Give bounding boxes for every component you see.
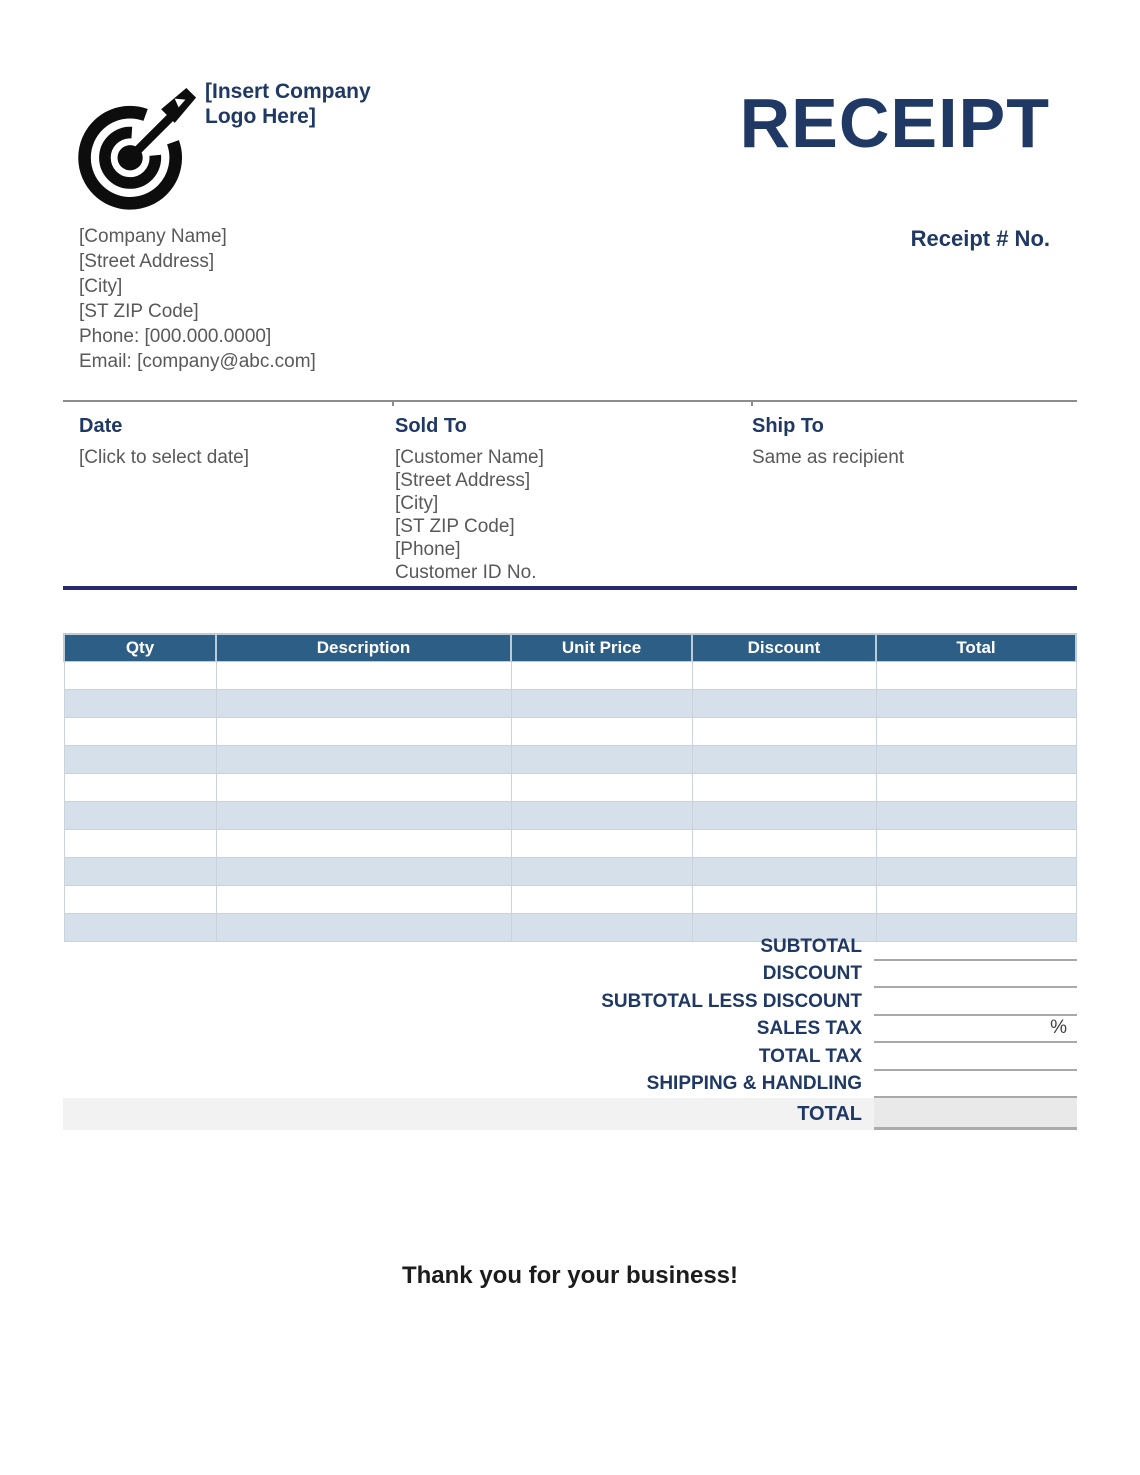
discount-cell[interactable] — [692, 662, 876, 690]
column-header-discount: Discount — [692, 634, 876, 662]
qty-cell[interactable] — [64, 858, 216, 886]
total-cell[interactable] — [876, 774, 1076, 802]
company-email-field[interactable]: Email: [company@abc.com] — [79, 351, 316, 372]
unit-price-cell[interactable] — [511, 802, 692, 830]
description-cell[interactable] — [216, 830, 511, 858]
shipping-handling-value-field[interactable] — [874, 1071, 1077, 1099]
unit-price-cell[interactable] — [511, 718, 692, 746]
ship-to-field[interactable]: Same as recipient — [752, 447, 905, 468]
total-tax-value-field[interactable] — [874, 1043, 1077, 1071]
sales-tax-label: SALES TAX — [756, 1018, 862, 1040]
discount-value-field[interactable] — [874, 961, 1077, 989]
summary-row-sales-tax — [63, 1016, 1077, 1044]
total-label: TOTAL — [797, 1102, 862, 1125]
qty-cell[interactable] — [64, 746, 216, 774]
unit-price-cell[interactable] — [511, 774, 692, 802]
items-header-row — [64, 634, 1076, 662]
shipping-handling-label: SHIPPING & HANDLING — [646, 1073, 862, 1095]
qty-cell[interactable] — [64, 774, 216, 802]
total-cell[interactable] — [876, 718, 1076, 746]
summary-row-discount — [63, 961, 1077, 989]
discount-cell[interactable] — [692, 886, 876, 914]
unit-price-cell[interactable] — [511, 858, 692, 886]
table-row — [64, 858, 1076, 886]
description-cell[interactable] — [216, 662, 511, 690]
company-zip-field[interactable]: [ST ZIP Code] — [79, 301, 199, 322]
column-header-total: Total — [876, 634, 1076, 662]
subtotal-value-field[interactable] — [874, 933, 1077, 961]
qty-cell[interactable] — [64, 662, 216, 690]
thank-you-message: Thank you for your business! — [401, 1262, 739, 1289]
table-row — [64, 662, 1076, 690]
company-street-field[interactable]: [Street Address] — [79, 251, 215, 272]
subtotal-less-discount-label: SUBTOTAL LESS DISCOUNT — [601, 990, 862, 1012]
percent-suffix: % — [1050, 1017, 1067, 1039]
page-title: RECEIPT — [739, 84, 1050, 162]
table-row — [64, 774, 1076, 802]
description-cell[interactable] — [216, 802, 511, 830]
divider-tick — [392, 402, 394, 406]
qty-cell[interactable] — [64, 690, 216, 718]
table-row — [64, 690, 1076, 718]
total-cell[interactable] — [876, 746, 1076, 774]
table-row — [64, 830, 1076, 858]
subtotal-label: SUBTOTAL — [760, 935, 862, 957]
column-header-unit-price: Unit Price — [511, 634, 692, 662]
total-cell[interactable] — [876, 858, 1076, 886]
table-row — [64, 746, 1076, 774]
discount-cell[interactable] — [692, 830, 876, 858]
sales-tax-value-field[interactable] — [874, 1016, 1077, 1044]
total-cell[interactable] — [876, 662, 1076, 690]
column-header-qty: Qty — [64, 634, 216, 662]
sold-to-label: Sold To — [395, 415, 467, 437]
description-cell[interactable] — [216, 886, 511, 914]
discount-cell[interactable] — [692, 690, 876, 718]
customer-name-field[interactable]: [Customer Name] — [395, 447, 544, 468]
discount-cell[interactable] — [692, 802, 876, 830]
summary-row-total — [63, 1098, 1077, 1130]
discount-cell[interactable] — [692, 858, 876, 886]
summary-row-subtotal-less-discount — [63, 988, 1077, 1016]
total-cell[interactable] — [876, 830, 1076, 858]
company-name-field[interactable]: [Company Name] — [79, 226, 227, 247]
bullseye-arrow-icon[interactable] — [70, 86, 198, 214]
description-cell[interactable] — [216, 690, 511, 718]
qty-cell[interactable] — [64, 886, 216, 914]
summary-row-subtotal — [63, 933, 1077, 961]
column-header-description: Description — [216, 634, 511, 662]
description-cell[interactable] — [216, 774, 511, 802]
table-row — [64, 886, 1076, 914]
customer-phone-field[interactable]: [Phone] — [395, 539, 461, 560]
unit-price-cell[interactable] — [511, 662, 692, 690]
discount-cell[interactable] — [692, 774, 876, 802]
ship-to-label: Ship To — [752, 415, 824, 437]
sold-to-section — [395, 415, 544, 584]
customer-street-field[interactable]: [Street Address] — [395, 470, 531, 491]
unit-price-cell[interactable] — [511, 830, 692, 858]
date-label: Date — [79, 415, 123, 437]
company-info-block — [79, 224, 316, 374]
description-cell[interactable] — [216, 718, 511, 746]
summary-row-shipping-handling — [63, 1071, 1077, 1099]
unit-price-cell[interactable] — [511, 690, 692, 718]
discount-cell[interactable] — [692, 718, 876, 746]
divider-tick — [751, 402, 753, 406]
summary-section — [63, 933, 1077, 1130]
qty-cell[interactable] — [64, 802, 216, 830]
logo-placeholder-text[interactable]: [Insert Company Logo Here] — [205, 80, 371, 128]
total-tax-label: TOTAL TAX — [758, 1045, 862, 1067]
table-row — [64, 718, 1076, 746]
total-cell[interactable] — [876, 886, 1076, 914]
items-table — [63, 633, 1077, 942]
total-cell[interactable] — [876, 802, 1076, 830]
company-phone-field[interactable]: Phone: [000.000.0000] — [79, 326, 272, 347]
divider-thick — [63, 586, 1077, 590]
qty-cell[interactable] — [64, 830, 216, 858]
customer-id-field[interactable]: Customer ID No. — [395, 562, 537, 583]
date-picker-field[interactable]: [Click to select date] — [79, 447, 250, 468]
date-section — [79, 415, 249, 469]
company-city-field[interactable]: [City] — [79, 276, 123, 297]
customer-city-field[interactable]: [City] — [395, 493, 439, 514]
subtotal-less-discount-value-field[interactable] — [874, 988, 1077, 1016]
description-cell[interactable] — [216, 746, 511, 774]
description-cell[interactable] — [216, 858, 511, 886]
qty-cell[interactable] — [64, 718, 216, 746]
total-cell[interactable] — [876, 690, 1076, 718]
unit-price-cell[interactable] — [511, 746, 692, 774]
divider-thin — [63, 400, 1077, 402]
customer-zip-field[interactable]: [ST ZIP Code] — [395, 516, 515, 537]
discount-label: DISCOUNT — [762, 963, 862, 985]
discount-cell[interactable] — [692, 746, 876, 774]
ship-to-section — [752, 415, 904, 469]
total-value-field[interactable] — [874, 1098, 1077, 1130]
summary-row-total-tax — [63, 1043, 1077, 1071]
table-row — [64, 802, 1076, 830]
receipt-number-label[interactable]: Receipt # No. — [910, 226, 1050, 251]
unit-price-cell[interactable] — [511, 886, 692, 914]
